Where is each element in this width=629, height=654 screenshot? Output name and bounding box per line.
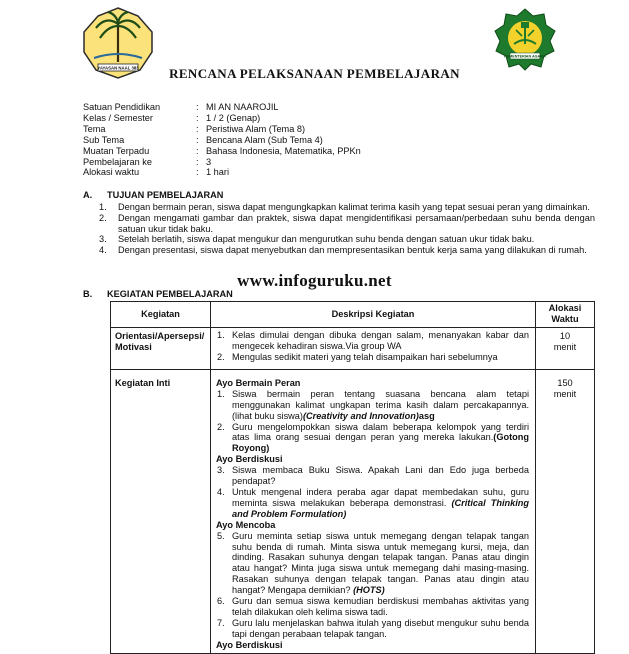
identity-value: 1 / 2 (Genap) [206, 112, 261, 123]
deskripsi-cell [211, 369, 536, 653]
list-item: 3. Setelah berlatih, siswa dapat mengukur dan mengurutkan suhu benda dengan satuan ukur tidak baku. [99, 234, 535, 245]
subheading: Ayo Berdiskusi [216, 639, 283, 650]
kegiatan-cell: Kegiatan Inti [111, 369, 211, 653]
identity-table [83, 102, 361, 178]
list-item: 2. Guru mengelompokkan siswa dalam beberapa kelompok yang terdiri atas lima orang sesuai dengan peran yang mereka lakukan.(Gotong Royong) [217, 421, 529, 454]
list-item: 3. Siswa membaca Buku Siswa. Apakah Lani dan Edo juga berbeda pendapat? [217, 465, 529, 487]
identity-key: Tema [83, 123, 106, 134]
col-kegiatan: Kegiatan [111, 302, 211, 328]
identity-row: Kelas / Semester : 1 / 2 (Genap) [83, 113, 361, 124]
identity-value: Peristiwa Alam (Tema 8) [206, 123, 306, 134]
list-item: 1. Siswa bermain peran tentang suasana bencana alam tetapi menggunakan kalimat ungkapan terima kasih dalam percakapannya. (lihat buku siswa)(Creativity and Innovation)asg [217, 388, 529, 421]
deskripsi-cell [211, 327, 536, 369]
ministry-logo-text: KEMENTERIAN AGAMA [504, 54, 546, 59]
list-item: 1. Dengan bermain peran, siswa dapat mengungkapkan kalimat terima kasih yang tepat sesuai peran yang dimainkan. [99, 202, 590, 212]
identity-row: Muatan Terpadu : Bahasa Indonesia, Matematika, PPKn [83, 145, 361, 156]
page-title: RENCANA PELAKSANAAN PEMBELAJARAN [169, 66, 460, 81]
col-deskripsi: Deskripsi Kegiatan [211, 302, 536, 328]
identity-row: Tema : Peristiwa Alam (Tema 8) [83, 124, 361, 135]
school-logo-text: YAYASAN NAAL 383 [97, 65, 139, 71]
table-row [111, 369, 595, 653]
watermark-url: www.infoguruku.net [237, 271, 392, 290]
list-item: 2. Dengan mengamati gambar dan praktek, siswa dapat mengidentifikasi persamaan/perbedaan suhu benda dengan satuan ukur tidak baku. [99, 212, 595, 234]
identity-row: Sub Tema : Bencana Alam (Sub Tema 4) [83, 135, 361, 146]
identity-row: Satuan Pendidikan : MI AN NAAROJIL [83, 102, 361, 113]
list-item: 1. Kelas dimulai dengan dibuka dengan salam, menanyakan kabar dan mengecek kehadiran siswa.Via group WA [217, 329, 529, 351]
list-item: 4. Dengan presentasi, siswa dapat menyebutkan dan mempresentasikan bentuk kerja sama yang dilakukan di rumah. [99, 245, 587, 256]
identity-value: Bahasa Indonesia, Matematika, PPKn [206, 145, 361, 156]
identity-key: Alokasi waktu [83, 167, 140, 178]
section-a-heading: A. TUJUAN PEMBELAJARAN [83, 190, 224, 200]
col-alokasi: Alokasi Waktu [536, 302, 595, 328]
identity-row: Alokasi waktu : 1 hari [83, 167, 361, 178]
subheading: Ayo Mencoba [216, 519, 276, 530]
ministry-logo [494, 8, 556, 70]
subheading: Ayo Bermain Peran [216, 377, 301, 388]
section-b-heading: B. KEGIATAN PEMBELAJARAN [83, 289, 233, 299]
alokasi-cell: 10 menit [536, 327, 595, 369]
list-item: 2. Mengulas sedikit materi yang telah disampaikan hari sebelumnya [217, 351, 498, 362]
identity-key: Muatan Terpadu [83, 145, 150, 156]
kegiatan-cell: Orientasi/Apersepsi/ Motivasi [111, 327, 211, 369]
identity-key: Sub Tema [83, 134, 125, 145]
identity-value: MI AN NAAROJIL [206, 102, 279, 112]
table-row [111, 327, 595, 369]
activities-table [110, 301, 595, 654]
list-item: 6. Guru dan semua siswa kemudian berdiskusi membahas aktivitas yang telah dilakukan oleh kelima siswa tadi. [217, 596, 529, 617]
objectives-list [99, 202, 595, 256]
identity-key: Pembelajaran ke [83, 156, 152, 167]
list-item: 4. Untuk mengenal indera peraba agar dapat membedakan suhu, guru meminta siswa melakukan beberapa demonstrasi. (Critical Thinking and Problem Formulation) [217, 486, 529, 519]
list-item: 7. Guru lalu menjelaskan bahwa itulah yang disebut mengukur suhu benda tapi dengan perabaan telapak tangan. [217, 617, 529, 639]
identity-value: 1 hari [206, 167, 229, 178]
table-header-row [111, 302, 595, 328]
subheading: Ayo Berdiskusi [216, 454, 283, 465]
identity-key: Satuan Pendidikan [83, 102, 161, 112]
list-item: 5. Guru meminta setiap siswa untuk memegang dengan telapak tangan suhu benda di rumah. Minta siswa untuk memegang kursi, meja, dan dinding. Rasakan suhunya dengan telapak tangan. Panas atau dingin atau hangat? Minta juga siswa untuk memegang dahi masing-masing. Rasakan suhunya dengan telapak tangan. Panas atau dingin atau hangat? Mengapa demikian? (HOTS) [217, 530, 529, 596]
alokasi-cell: 150 menit [536, 369, 595, 653]
identity-key: Kelas / Semester [83, 112, 153, 123]
identity-row: Pembelajaran ke : 3 [83, 157, 361, 168]
identity-value: 3 [206, 156, 212, 167]
identity-value: Bencana Alam (Sub Tema 4) [206, 134, 323, 145]
